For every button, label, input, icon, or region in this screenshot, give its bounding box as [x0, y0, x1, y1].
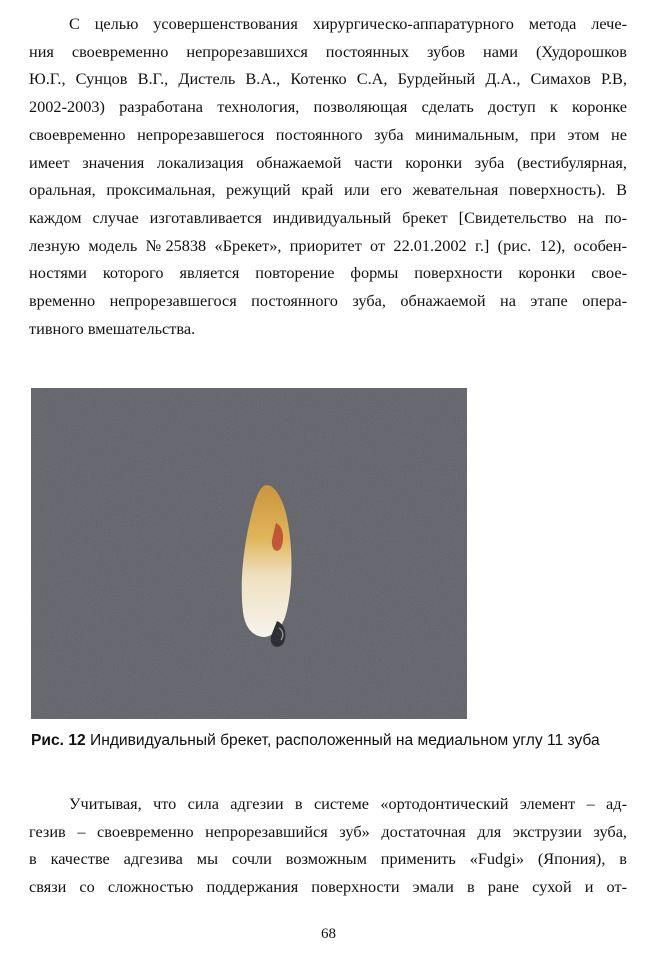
text-line: своевременно непрорезавшегося постоянного зуба минимальным, при этом не — [29, 124, 627, 144]
text-line: оральная, проксимальная, режущий край или его жевательная поверхность). В — [29, 180, 627, 200]
figure-label: Рис. 12 — [31, 732, 86, 749]
text-line: ностями которого является повторение формы поверхности коронки свое- — [29, 263, 627, 283]
text-line: Ю.Г., Сунцов В.Г., Дистель В.А., Котенко С.А, Бурдейный Д.А., Симахов Р.В, — [29, 69, 627, 89]
paragraph-1 — [29, 10, 627, 342]
text-line: связи со сложностью поддержания поверхности эмали в ране сухой и от- — [29, 877, 627, 897]
tooth-bracket-photo — [31, 388, 467, 719]
text-line: Учитывая, что сила адгезии в системе «ортодонтический элемент – ад- — [69, 794, 627, 813]
text-line: каждом случае изготавливается индивидуальный брекет [Свидетельство на по- — [29, 207, 627, 227]
text-line: в качестве адгезива мы сочли возможным применить «Fudgi» (Япония), в — [29, 849, 627, 869]
text-line: 2002-2003) разработана технология, позволяющая сделать доступ к коронке — [29, 97, 627, 117]
paragraph-2 — [29, 790, 627, 901]
text-line: тивного вмешательства. — [29, 318, 196, 338]
text-line: лезную модель №25838 «Брекет», приоритет от 22.01.2002 г.] (рис. 12), особен- — [29, 235, 627, 255]
text-line: ния своевременно непрорезавшихся постоянных зубов нами (Худорошков — [29, 41, 627, 61]
text-line: гезив – своевременно непрорезавшийся зуб» достаточная для экструзии зуба, — [29, 821, 627, 841]
tooth-illustration — [31, 388, 467, 719]
figure-caption — [31, 731, 629, 751]
text-line: имеет значения локализация обнажаемой части коронки зуба (вестибулярная, — [29, 152, 627, 172]
page-number: 68 — [321, 926, 336, 942]
figure-caption-text: Индивидуальный брекет, расположенный на медиальном углу 11 зуба — [90, 732, 600, 749]
text-line: временно непрорезавшегося постоянного зуба, обнажаемой на этапе опера- — [29, 291, 627, 311]
text-line: С целью усовершенствования хирургическо-аппаратурного метода лече- — [69, 14, 627, 33]
